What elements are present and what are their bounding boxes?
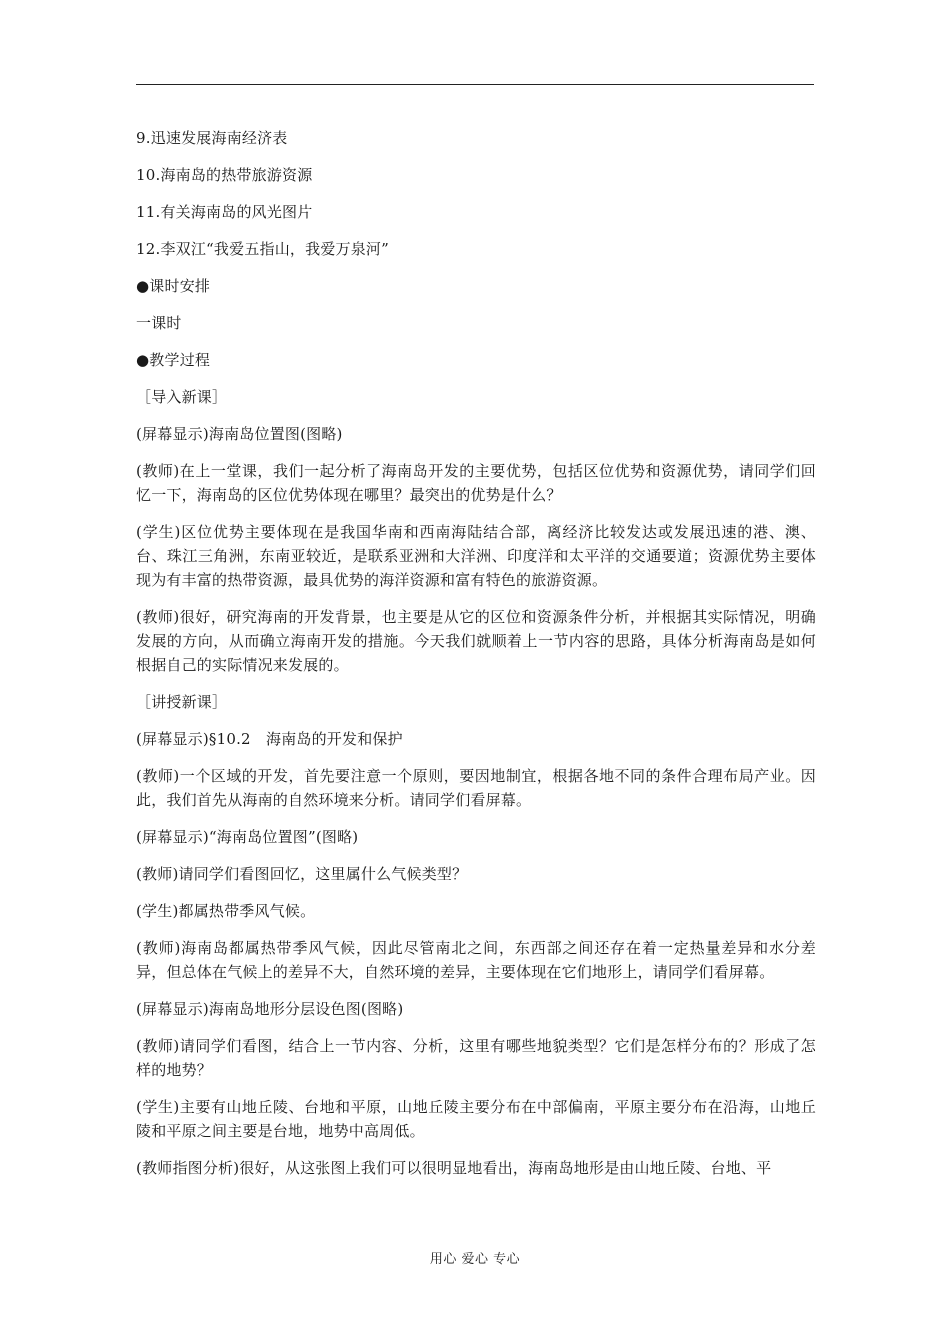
paragraph: (教师)一个区域的开发，首先要注意一个原则，要因地制宜，根据各地不同的条件合理布局产业。因此，我们首先从海南的自然环境来分析。请同学们看屏幕。 xyxy=(136,767,816,809)
header-rule xyxy=(136,84,814,85)
list-item-12: 12.李双江“我爱五指山，我爱万泉河” xyxy=(136,240,389,258)
paragraph: (学生)主要有山地丘陵、台地和平原，山地丘陵主要分布在中部偏南，平原主要分布在沿海，山地丘陵和平原之间主要是台地，地势中高周低。 xyxy=(136,1098,816,1140)
paragraph: (教师指图分析)很好，从这张图上我们可以很明显地看出，海南岛地形是由山地丘陵、台地、平 xyxy=(136,1159,772,1177)
paragraph: (教师)请同学们看图回忆，这里属什么气候类型？ xyxy=(136,865,468,883)
subsection-new-lesson: ［讲授新课］ xyxy=(136,693,228,711)
paragraph: (教师)在上一堂课，我们一起分析了海南岛开发的主要优势，包括区位优势和资源优势，请同学们回忆一下，海南岛的区位优势体现在哪里？最突出的优势是什么？ xyxy=(136,462,816,504)
paragraph: (教师)很好，研究海南的开发背景，也主要是从它的区位和资源条件分析，并根据其实际情况，明确发展的方向，从而确立海南开发的措施。今天我们就顺着上一节内容的思路，具体分析海南岛是如何根据自己的实际情况来发展的。 xyxy=(136,608,816,674)
paragraph: (屏幕显示)海南岛位置图(图略) xyxy=(136,425,343,443)
paragraph: (屏幕显示)§10.2 海南岛的开发和保护 xyxy=(136,730,403,748)
list-item-11: 11.有关海南岛的风光图片 xyxy=(136,203,313,221)
section-heading-process: ●教学过程 xyxy=(136,351,211,369)
schedule-text: 一课时 xyxy=(136,314,182,332)
list-item-9: 9.迅速发展海南经济表 xyxy=(136,129,288,147)
paragraph: (屏幕显示)海南岛地形分层设色图(图略) xyxy=(136,1000,404,1018)
section-heading-schedule: ●课时安排 xyxy=(136,277,211,295)
subsection-intro: ［导入新课］ xyxy=(136,388,228,406)
paragraph: (学生)都属热带季风气候。 xyxy=(136,902,316,920)
paragraph: (教师)海南岛都属热带季风气候，因此尽管南北之间，东西部之间还存在着一定热量差异和水分差异，但总体在气候上的差异不大，自然环境的差异，主要体现在它们地形上，请同学们看屏幕。 xyxy=(136,939,816,981)
paragraph: (屏幕显示)“海南岛位置图”(图略) xyxy=(136,828,359,846)
paragraph: (教师)请同学们看图，结合上一节内容、分析，这里有哪些地貌类型？它们是怎样分布的？形成了怎样的地势？ xyxy=(136,1037,816,1079)
list-item-10: 10.海南岛的热带旅游资源 xyxy=(136,166,313,184)
paragraph: (学生)区位优势主要体现在是我国华南和西南海陆结合部，离经济比较发达或发展迅速的港、澳、台、珠江三角洲，东南亚较近，是联系亚洲和大洋洲、印度洋和太平洋的交通要道；资源优势主要体现为有丰富的热带资源，最具优势的海洋资源和富有特色的旅游资源。 xyxy=(136,523,816,589)
document-body xyxy=(136,126,816,1193)
page-footer: 用心 爱心 专心 xyxy=(429,1252,521,1267)
